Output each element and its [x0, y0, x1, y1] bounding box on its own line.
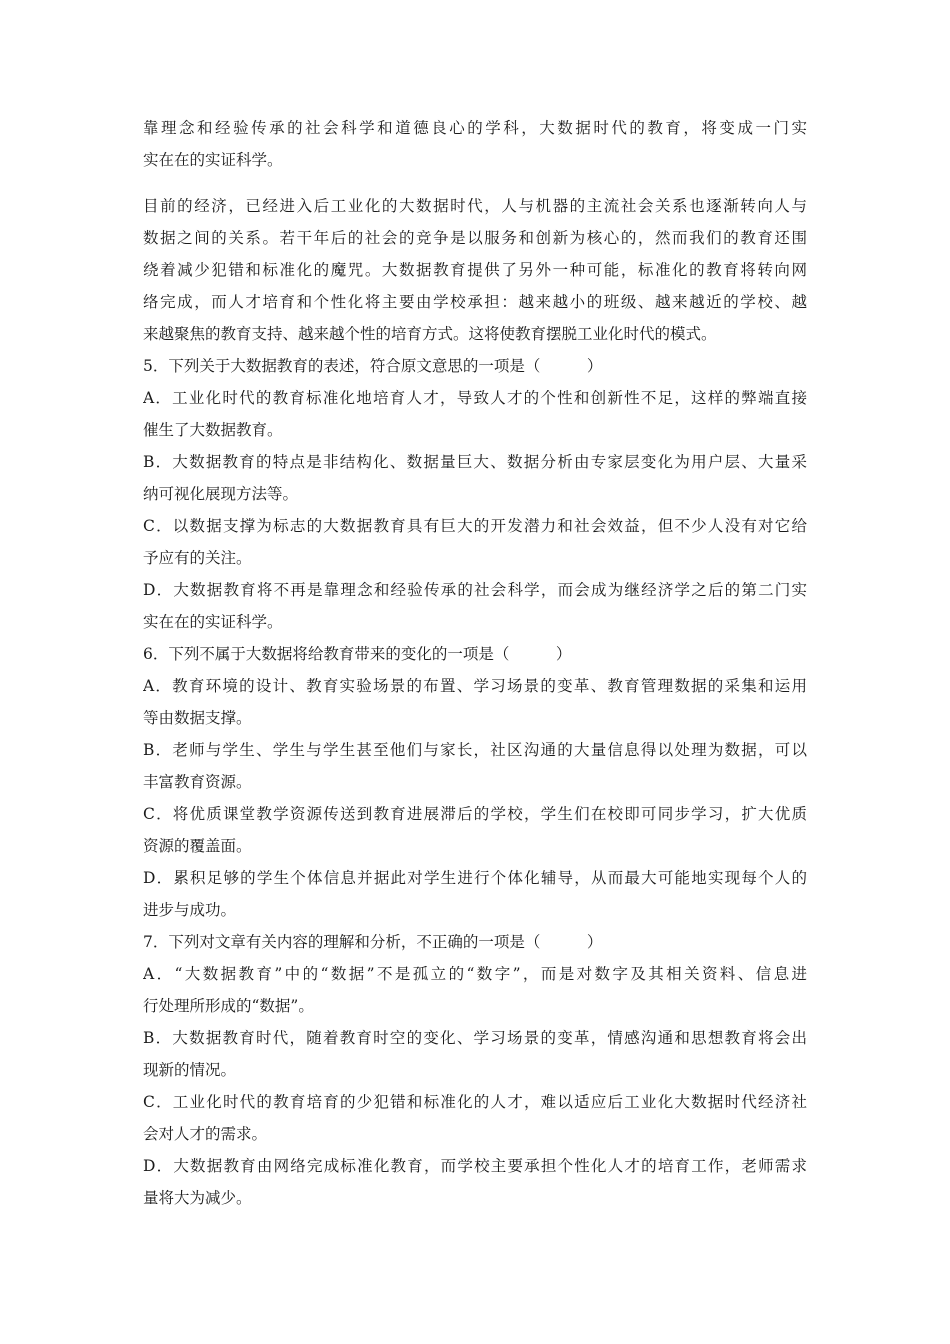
paragraph-line: 实在在的实证科学。 [143, 151, 283, 169]
option-line: 行处理所形成的“数据”。 [143, 997, 314, 1015]
option-d [143, 862, 807, 926]
economy-paragraph [143, 190, 807, 350]
option-line: B．老师与学生、学生与学生甚至他们与家长，社区沟通的大量信息得以处理为数据，可以 [143, 741, 807, 759]
question-5 [143, 350, 807, 638]
paragraph-line: 来越聚焦的教育支持、越来越个性的培育方式。这将使教育摆脱工业化时代的模式。 [143, 325, 717, 343]
paragraph-spacer [143, 176, 807, 190]
option-line: 资源的覆盖面。 [143, 837, 252, 855]
option-line: C．工业化时代的教育培育的少犯错和标准化的人才，难以适应后工业化大数据时代经济社 [143, 1093, 807, 1111]
option-line: 催生了大数据教育。 [143, 421, 283, 439]
option-c [143, 1086, 807, 1150]
option-b [143, 446, 807, 510]
paragraph-line: 目前的经济，已经进入后工业化的大数据时代，人与机器的主流社会关系也逐渐转向人与 [143, 197, 807, 215]
option-line: D．大数据教育由网络完成标准化教育，而学校主要承担个性化人才的培育工作，老师需求 [143, 1157, 807, 1175]
option-b [143, 734, 807, 798]
question-6 [143, 638, 807, 926]
paragraph-line: 靠理念和经验传承的社会科学和道德良心的学科，大数据时代的教育，将变成一门实 [143, 119, 807, 137]
question-stem: 6．下列不属于大数据将给教育带来的变化的一项是（ ） [143, 645, 572, 663]
option-line: A．教育环境的设计、教育实验场景的布置、学习场景的变革、教育管理数据的采集和运用 [143, 677, 807, 695]
document-body [143, 112, 807, 1214]
option-a [143, 382, 807, 446]
option-line: B．大数据教育时代，随着教育时空的变化、学习场景的变革，情感沟通和思想教育将会出 [143, 1029, 807, 1047]
option-line: 进步与成功。 [143, 901, 237, 919]
option-d [143, 1150, 807, 1214]
option-line: A．“大数据教育”中的“数据”不是孤立的“数字”，而是对数字及其相关资料、信息进 [143, 965, 807, 983]
paragraph-line: 络完成，而人才培育和个性化将主要由学校承担：越来越小的班级、越来越近的学校、越 [143, 293, 807, 311]
option-c [143, 798, 807, 862]
option-c [143, 510, 807, 574]
option-line: 会对人才的需求。 [143, 1125, 268, 1143]
paragraph-line: 绕着减少犯错和标准化的魔咒。大数据教育提供了另外一种可能，标准化的教育将转向网 [143, 261, 807, 279]
option-line: 丰富教育资源。 [143, 773, 252, 791]
question-7 [143, 926, 807, 1214]
option-line: 现新的情况。 [143, 1061, 237, 1079]
option-line: 纳可视化展现方法等。 [143, 485, 299, 503]
option-line: D．大数据教育将不再是靠理念和经验传承的社会科学，而会成为继经济学之后的第二门实 [143, 581, 807, 599]
option-line: 实在在的实证科学。 [143, 613, 283, 631]
question-stem: 7．下列对文章有关内容的理解和分析，不正确的一项是（ ） [143, 933, 603, 951]
intro-paragraph [143, 112, 807, 176]
option-a [143, 958, 807, 1022]
option-line: 等由数据支撑。 [143, 709, 252, 727]
option-a [143, 670, 807, 734]
option-line: C．以数据支撑为标志的大数据教育具有巨大的开发潜力和社会效益，但不少人没有对它给 [143, 517, 807, 535]
option-b [143, 1022, 807, 1086]
question-stem: 5．下列关于大数据教育的表述，符合原文意思的一项是（ ） [143, 357, 603, 375]
option-d [143, 574, 807, 638]
option-line: C．将优质课堂教学资源传送到教育进展滞后的学校，学生们在校即可同步学习，扩大优质 [143, 805, 807, 823]
paragraph-line: 数据之间的关系。若干年后的社会的竞争是以服务和创新为核心的，然而我们的教育还围 [143, 229, 807, 247]
option-line: 量将大为减少。 [143, 1189, 252, 1207]
option-line: A．工业化时代的教育标准化地培育人才，导致人才的个性和创新性不足，这样的弊端直接 [143, 389, 807, 407]
option-line: B．大数据教育的特点是非结构化、数据量巨大、数据分析由专家层变化为用户层、大量采 [143, 453, 807, 471]
option-line: 予应有的关注。 [143, 549, 252, 567]
option-line: D．累积足够的学生个体信息并据此对学生进行个体化辅导，从而最大可能地实现每个人的 [143, 869, 807, 887]
